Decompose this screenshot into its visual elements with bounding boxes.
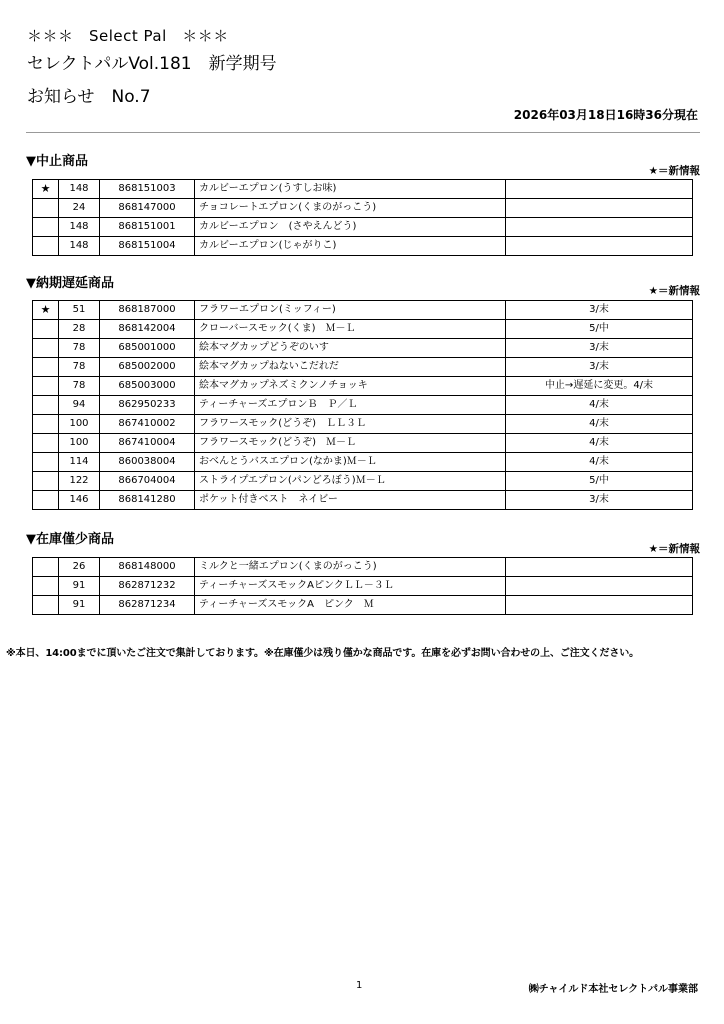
note-cell: 3/末 (506, 339, 693, 358)
low-stock-table (32, 557, 693, 615)
page-cell: 114 (59, 453, 100, 472)
new-star-mark: ★ (33, 301, 59, 320)
code-cell: 868148000 (100, 558, 195, 577)
product-name-cell: おべんとうバスエプロン(なかま)Ｍ－Ｌ (195, 453, 506, 472)
page-cell: 122 (59, 472, 100, 491)
section-title-low-stock: ▼在庫僅少商品 (26, 532, 114, 547)
table-row (33, 377, 693, 396)
code-cell: 868151003 (100, 180, 195, 199)
new-star-mark (33, 491, 59, 510)
new-star-mark (33, 453, 59, 472)
code-cell: 868151004 (100, 237, 195, 256)
page-cell: 51 (59, 301, 100, 320)
table-row (33, 415, 693, 434)
product-name-cell: 絵本マグカップどうぞのいす (195, 339, 506, 358)
table-row (33, 301, 693, 320)
product-name-cell: ティーチャーズエプロンＢ Ｐ／Ｌ (195, 396, 506, 415)
code-cell: 868141280 (100, 491, 195, 510)
new-star-mark (33, 434, 59, 453)
notice-number: お知らせ No.7 (27, 87, 151, 107)
code-cell: 685003000 (100, 377, 195, 396)
section-title-delayed: ▼納期遅延商品 (26, 276, 114, 291)
new-star-mark (33, 558, 59, 577)
page-cell: 78 (59, 339, 100, 358)
code-cell: 868147000 (100, 199, 195, 218)
new-info-legend: ★＝新情報 (648, 543, 700, 555)
note-cell: 4/末 (506, 396, 693, 415)
code-cell: 862871232 (100, 577, 195, 596)
page-cell: 78 (59, 377, 100, 396)
new-info-legend: ★＝新情報 (648, 285, 700, 297)
code-cell: 868187000 (100, 301, 195, 320)
new-info-legend: ★＝新情報 (648, 165, 700, 177)
catalog-title: セレクトパルVol.181 新学期号 (27, 54, 277, 74)
note-cell: 4/末 (506, 415, 693, 434)
code-cell: 867410002 (100, 415, 195, 434)
section-title-discontinued: ▼中止商品 (26, 154, 88, 169)
page-cell: 148 (59, 218, 100, 237)
company-name: ㈱チャイルド本社セレクトパル事業部 (528, 984, 698, 995)
discontinued-table (32, 179, 693, 256)
new-star-mark (33, 596, 59, 615)
note-cell (506, 218, 693, 237)
note-cell: 3/末 (506, 491, 693, 510)
product-name-cell: チョコレートエプロン(くまのがっこう) (195, 199, 506, 218)
note-cell (506, 199, 693, 218)
code-cell: 868151001 (100, 218, 195, 237)
page-cell: 78 (59, 358, 100, 377)
new-star-mark (33, 237, 59, 256)
code-cell: 860038004 (100, 453, 195, 472)
new-star-mark (33, 472, 59, 491)
table-row (33, 199, 693, 218)
note-cell: 3/末 (506, 301, 693, 320)
product-name-cell: ティーチャーズスモックAピンクＬＬ－３Ｌ (195, 577, 506, 596)
table-row (33, 339, 693, 358)
table-row (33, 434, 693, 453)
new-star-mark (33, 358, 59, 377)
code-cell: 868142004 (100, 320, 195, 339)
new-star-mark (33, 377, 59, 396)
table-row (33, 180, 693, 199)
table-row (33, 472, 693, 491)
header-title-line: ＊＊＊ Select Pal ＊＊＊ (27, 27, 229, 45)
table-row (33, 358, 693, 377)
new-star-mark (33, 396, 59, 415)
page-cell: 91 (59, 577, 100, 596)
page-cell: 28 (59, 320, 100, 339)
table-row (33, 453, 693, 472)
page-number: 1 (356, 980, 363, 991)
table-row (33, 558, 693, 577)
product-name-cell: フラワースモック(どうぞ) Ｍ－Ｌ (195, 434, 506, 453)
product-name-cell: ストライプエプロン(パンどろぼう)Ｍ－Ｌ (195, 472, 506, 491)
page-cell: 148 (59, 180, 100, 199)
page-cell: 94 (59, 396, 100, 415)
page-cell: 91 (59, 596, 100, 615)
note-cell (506, 558, 693, 577)
table-row (33, 320, 693, 339)
table-row (33, 596, 693, 615)
product-name-cell: フラワースモック(どうぞ) ＬＬ３Ｌ (195, 415, 506, 434)
note-cell: 4/末 (506, 453, 693, 472)
table-row (33, 577, 693, 596)
delayed-table (32, 300, 693, 510)
note-cell (506, 237, 693, 256)
new-star-mark (33, 339, 59, 358)
note-cell (506, 596, 693, 615)
product-name-cell: カルビーエプロン(うすしお味) (195, 180, 506, 199)
new-star-mark (33, 415, 59, 434)
product-name-cell: カルビーエプロン(じゃがりこ) (195, 237, 506, 256)
header-divider (26, 132, 700, 133)
product-name-cell: フラワーエプロン(ミッフィー) (195, 301, 506, 320)
as-of-timestamp: 2026年03月18日16時36分現在 (513, 108, 698, 122)
product-name-cell: 絵本マグカップねないこだれだ (195, 358, 506, 377)
new-star-mark (33, 218, 59, 237)
code-cell: 685002000 (100, 358, 195, 377)
code-cell: 866704004 (100, 472, 195, 491)
code-cell: 867410004 (100, 434, 195, 453)
note-cell: 中止→遅延に変更。4/末 (506, 377, 693, 396)
page-cell: 100 (59, 415, 100, 434)
table-row (33, 218, 693, 237)
code-cell: 862950233 (100, 396, 195, 415)
note-cell: 3/末 (506, 358, 693, 377)
note-cell: 5/中 (506, 472, 693, 491)
code-cell: 862871234 (100, 596, 195, 615)
page-cell: 100 (59, 434, 100, 453)
note-cell: 4/末 (506, 434, 693, 453)
note-cell (506, 180, 693, 199)
new-star-mark (33, 577, 59, 596)
note-cell (506, 577, 693, 596)
code-cell: 685001000 (100, 339, 195, 358)
note-cell: 5/中 (506, 320, 693, 339)
table-row (33, 491, 693, 510)
product-name-cell: ポケット付きベスト ネイビー (195, 491, 506, 510)
table-row (33, 396, 693, 415)
product-name-cell: ミルクと一緒エプロン(くまのがっこう) (195, 558, 506, 577)
footer-note: ※本日、14:00までに頂いたご注文で集計しております。※在庫僅少は残り僅かな商品です。在庫を必ずお問い合わせの上、ご注文ください。 (6, 648, 640, 659)
new-star-mark (33, 320, 59, 339)
new-star-mark (33, 199, 59, 218)
product-name-cell: カルビーエプロン (さやえんどう) (195, 218, 506, 237)
new-star-mark: ★ (33, 180, 59, 199)
product-name-cell: 絵本マグカップネズミクンノチョッキ (195, 377, 506, 396)
table-row (33, 237, 693, 256)
page-cell: 26 (59, 558, 100, 577)
page-cell: 148 (59, 237, 100, 256)
page-cell: 146 (59, 491, 100, 510)
product-name-cell: ティーチャーズスモックA ピンク Ｍ (195, 596, 506, 615)
page-cell: 24 (59, 199, 100, 218)
product-name-cell: クローバースモック(くま) Ｍ－Ｌ (195, 320, 506, 339)
